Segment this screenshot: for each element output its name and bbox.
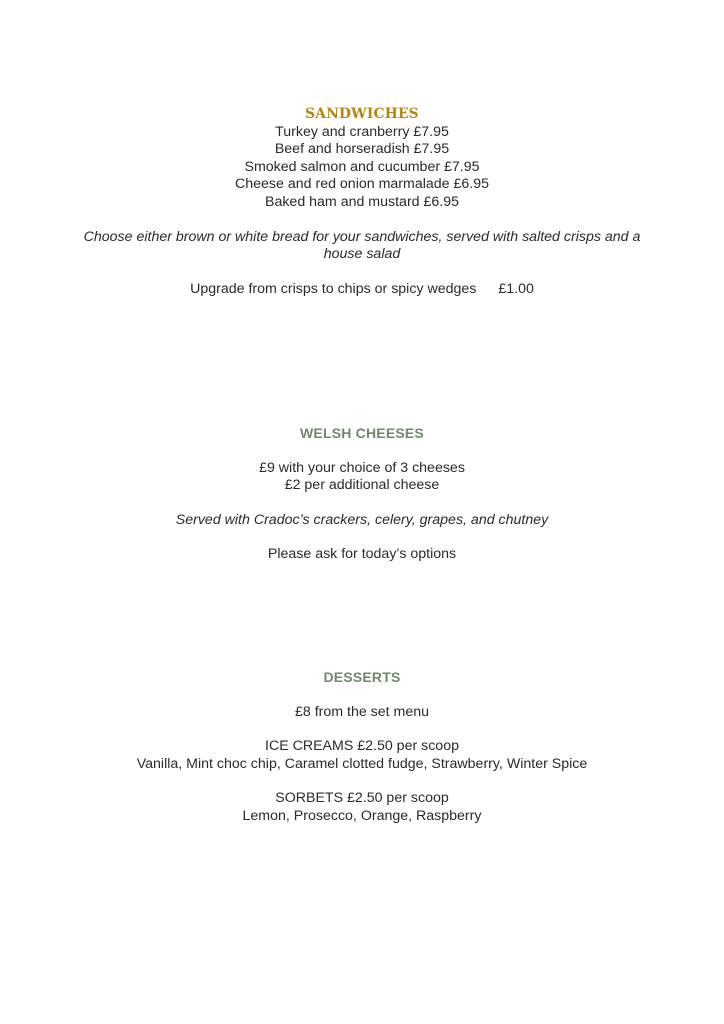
upgrade-row bbox=[0, 281, 724, 299]
desserts-heading: DESSERTS bbox=[323, 669, 401, 685]
sorbets-flavours: Lemon, Prosecco, Orange, Raspberry bbox=[242, 807, 482, 824]
welsh-cheeses-heading: WELSH CHEESES bbox=[300, 425, 424, 441]
menu-item-turkey-cranberry: Turkey and cranberry £7.95 bbox=[275, 123, 449, 140]
upgrade-price: £1.00 bbox=[498, 280, 534, 297]
cheese-price-line: £9 with your choice of 3 cheeses bbox=[259, 459, 465, 476]
menu-item-beef-horseradish: Beef and horseradish £7.95 bbox=[274, 141, 450, 158]
cheese-served-note: Served with Cradoc’s crackers, celery, grapes, and chutney bbox=[175, 511, 549, 528]
ice-creams-title: ICE CREAMS £2.50 per scoop bbox=[265, 738, 459, 755]
set-menu-price: £8 from the set menu bbox=[294, 703, 430, 720]
menu-item-cheese-onion: Cheese and red onion marmalade £6.95 bbox=[235, 176, 489, 193]
spacer bbox=[0, 529, 724, 546]
sorbets-title: SORBETS £2.50 per scoop bbox=[275, 790, 449, 807]
upgrade-label: Upgrade from crisps to chips or spicy wedges bbox=[190, 280, 477, 297]
menu-item-smoked-salmon: Smoked salmon and cucumber £7.95 bbox=[244, 158, 480, 175]
spacer bbox=[0, 687, 724, 704]
cheese-extra-price-line: £2 per additional cheese bbox=[284, 477, 440, 494]
menu-item-baked-ham: Baked ham and mustard £6.95 bbox=[264, 193, 460, 210]
sandwiches-heading: SANDWICHES bbox=[305, 106, 419, 122]
desserts-section bbox=[0, 669, 724, 826]
sandwiches-section bbox=[0, 106, 724, 298]
sandwiches-bread-note: Choose either brown or white bread for your sandwiches, served with salted crisps and a house salad bbox=[83, 228, 641, 263]
spacer bbox=[0, 264, 724, 281]
ice-creams-flavours: Vanilla, Mint choc chip, Caramel clotted fudge, Strawberry, Winter Spice bbox=[136, 755, 588, 772]
welsh-cheeses-section bbox=[0, 425, 724, 564]
cheese-options-note: Please ask for today’s options bbox=[267, 546, 457, 563]
spacer bbox=[0, 721, 724, 738]
spacer bbox=[0, 495, 724, 512]
spacer bbox=[0, 443, 724, 460]
spacer bbox=[0, 773, 724, 790]
spacer bbox=[0, 212, 724, 229]
